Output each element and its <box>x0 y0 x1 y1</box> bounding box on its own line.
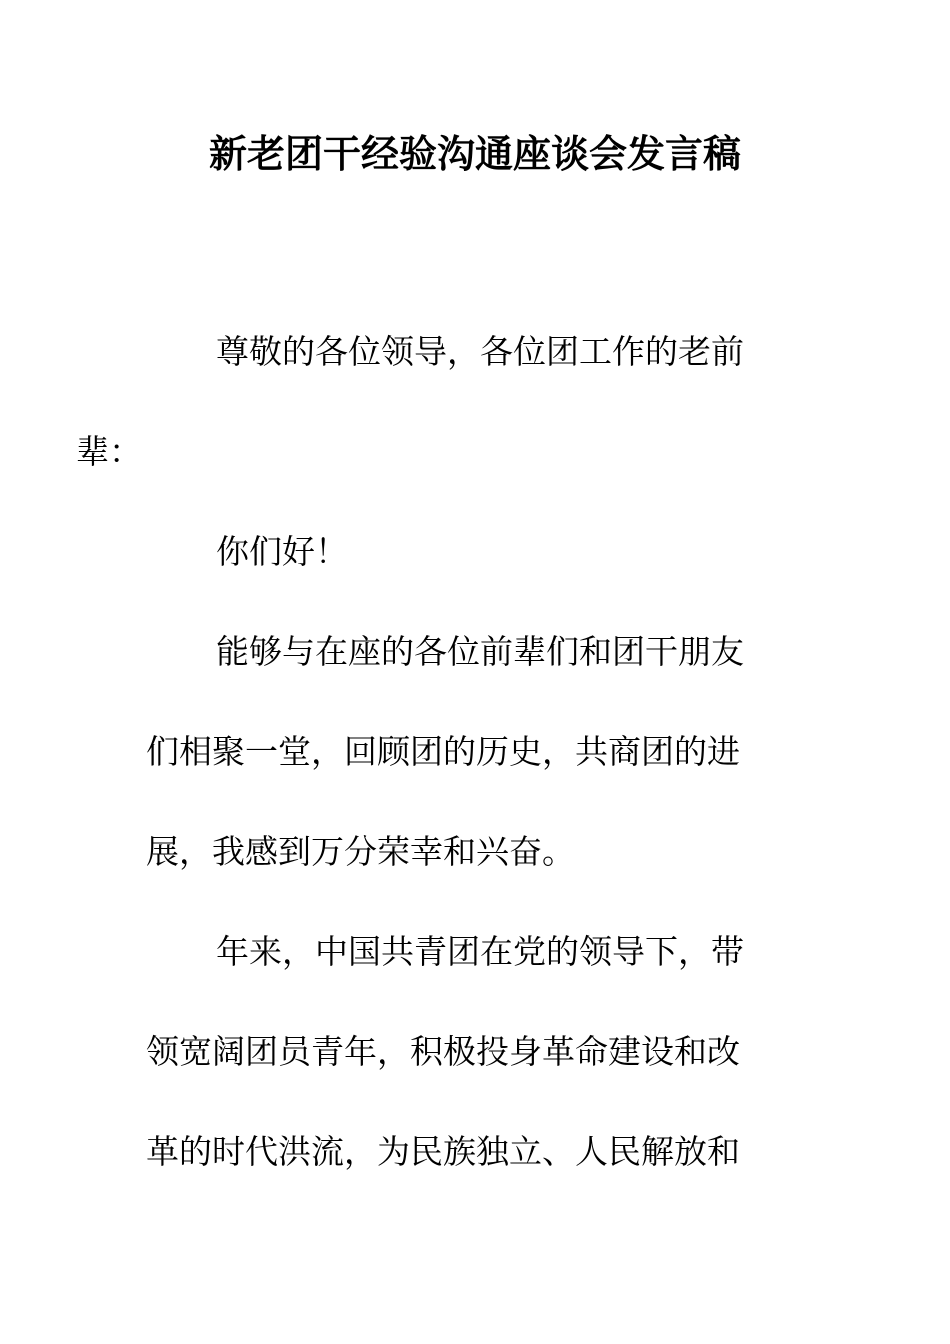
paragraph-honor <box>146 602 786 902</box>
paragraph-line: 能够与在座的各位前辈们和团干朋友 <box>216 632 744 671</box>
document-title: 新老团干经验沟通座谈会发言稿 <box>208 131 741 176</box>
paragraph-line: 年来，中国共青团在党的领导下，带 <box>216 932 744 971</box>
paragraph-line: 辈： <box>76 432 142 471</box>
paragraph-line: 你们好！ <box>216 532 348 571</box>
paragraph-line: 领宽阔团员青年，积极投身革命建设和改 <box>146 1032 740 1071</box>
paragraph-line: 革的时代洪流，为民族独立、人民解放和 <box>146 1132 740 1171</box>
paragraph-hello <box>146 502 786 602</box>
paragraph-line: 尊敬的各位领导，各位团工作的老前 <box>216 332 744 371</box>
paragraph-line: 们相聚一堂，回顾团的历史，共商团的进 <box>146 732 740 771</box>
paragraph-greeting <box>76 302 786 502</box>
paragraph-history <box>146 902 786 1202</box>
document-body <box>76 302 786 1202</box>
paragraph-line: 展，我感到万分荣幸和兴奋。 <box>146 832 575 871</box>
